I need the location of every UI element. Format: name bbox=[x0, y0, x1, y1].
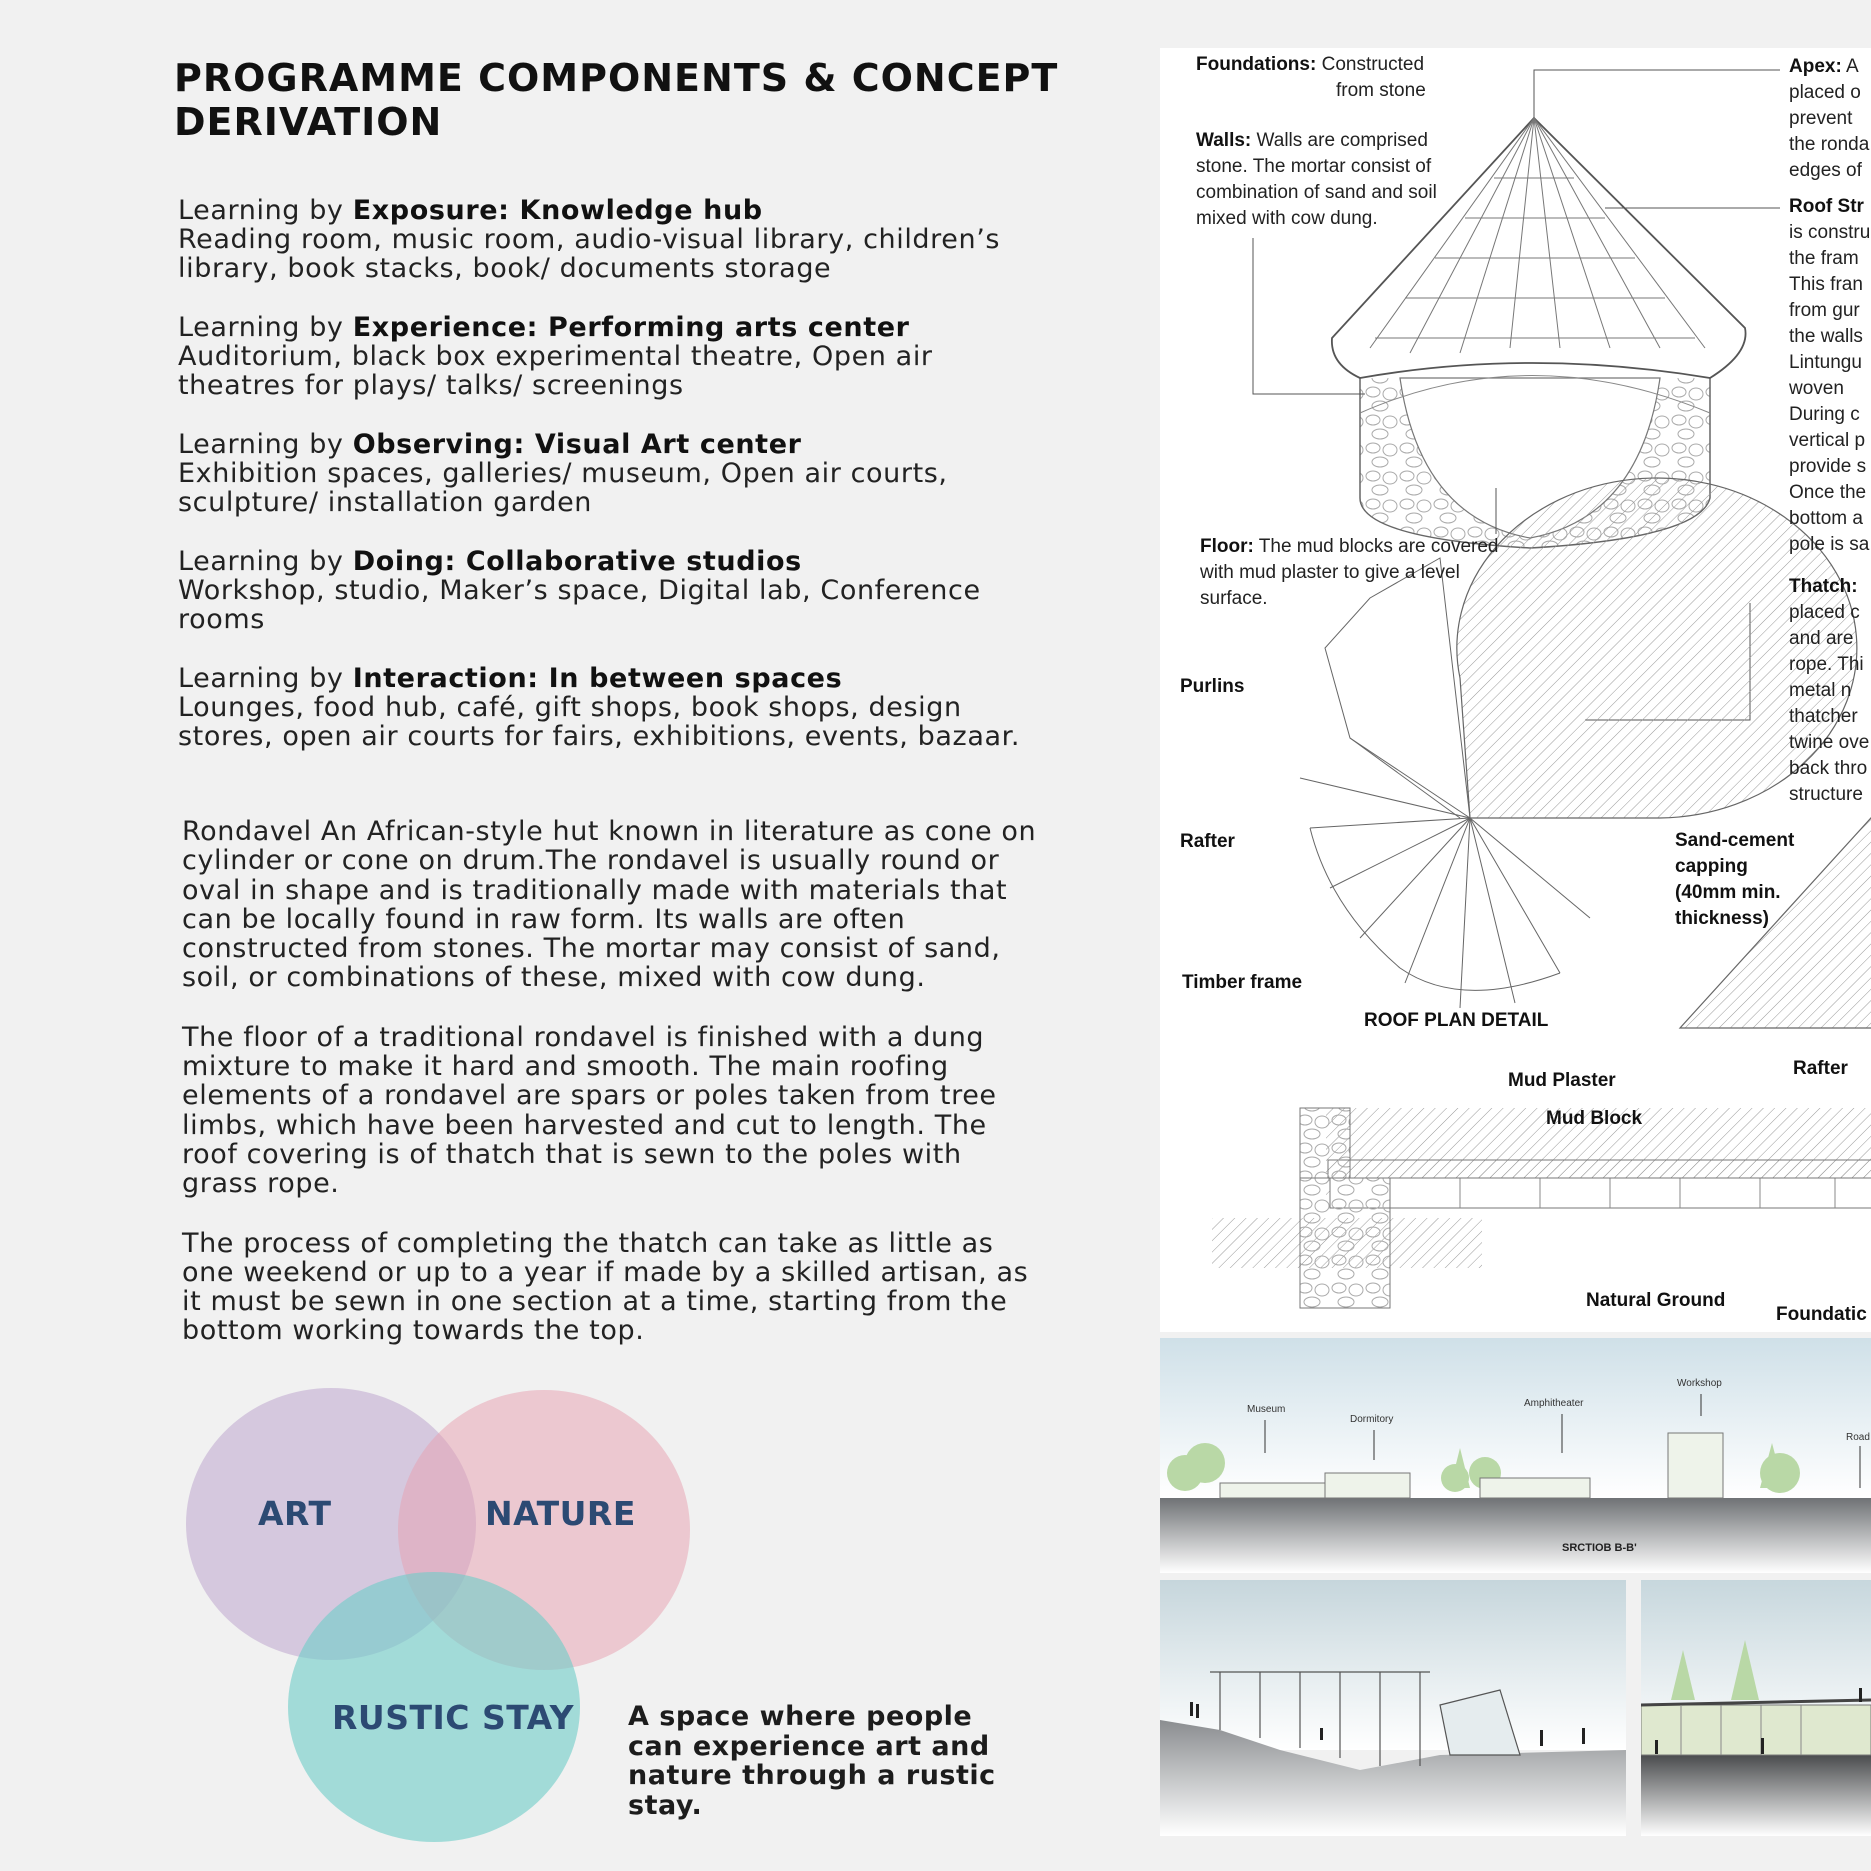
label-mud-plaster: Mud Plaster bbox=[1508, 1070, 1616, 1091]
venn-label-art: ART bbox=[258, 1494, 332, 1533]
roof-structure-line: the walls bbox=[1789, 326, 1863, 347]
walls-note-line-4: mixed with cow dung. bbox=[1196, 208, 1378, 229]
roof-structure-line: provide s bbox=[1789, 456, 1867, 477]
page-title-line-1: PROGRAMME COMPONENTS & CONCEPT bbox=[174, 56, 1059, 100]
amphitheater-section-view bbox=[1160, 1580, 1626, 1836]
paragraph-thatch: The process of completing the thatch can take as little as one weekend or up to a year if made by a skilled artisan, as it must be sewn in one section at a time, starting from the bottom working towards the top. bbox=[182, 1227, 1029, 1347]
floor-note-line-2: with mud plaster to give a level bbox=[1200, 562, 1460, 583]
roof-structure-line: woven bbox=[1789, 378, 1844, 399]
label-timber-frame: Timber frame bbox=[1182, 972, 1303, 993]
roof-structure-line: bottom a bbox=[1789, 508, 1863, 529]
programme-item-doing bbox=[178, 547, 1058, 634]
thatch-note-line: structure bbox=[1789, 784, 1863, 805]
thatch-note-line: thatcher bbox=[1789, 706, 1858, 727]
section-caption: SRCTIOB B-B' bbox=[1562, 1542, 1637, 1554]
programme-description: Lounges, food hub, café, gift shops, book shops, design stores, open air courts for fairs, exhibitions, events, bazaar. bbox=[178, 692, 1021, 752]
label-capping-line-3: (40mm min. bbox=[1675, 882, 1781, 903]
floor-note: Floor: The mud blocks are covered bbox=[1200, 536, 1499, 557]
programme-item-experience bbox=[178, 313, 1058, 400]
thatch-note-line: twine ove bbox=[1789, 732, 1870, 753]
apex-note-line: prevent bbox=[1789, 108, 1853, 129]
site-section-b-b bbox=[1160, 1338, 1871, 1573]
section-label-museum: Museum bbox=[1247, 1404, 1286, 1415]
programme-description: Workshop, studio, Maker’s space, Digital lab, Conference rooms bbox=[178, 575, 981, 635]
roof-structure-line: Lintungu bbox=[1789, 352, 1862, 373]
foundations-note: Foundations: Constructed bbox=[1196, 54, 1425, 75]
paragraph-rondavel: Rondavel An African-style hut known in literature as cone on cylinder or cone on drum.The rondavel is usually round or oval in shape and is traditionally made with materials that can be locally found in raw form. Its walls are often constructed from stones. The mortar may consist of sand, soil, or combinations of these, mixed with cow dung. bbox=[182, 816, 1037, 994]
venn-label-nature: NATURE bbox=[485, 1494, 636, 1533]
corridor-section-view bbox=[1641, 1580, 1871, 1836]
section-label-amphitheater: Amphitheater bbox=[1524, 1398, 1584, 1409]
programme-prefix: Learning by bbox=[178, 195, 353, 226]
concept-venn-diagram bbox=[180, 1380, 700, 1850]
programme-prefix: Learning by bbox=[178, 663, 353, 694]
walls-note: Walls: Walls are comprised bbox=[1196, 130, 1428, 151]
roof-structure-line: from gur bbox=[1789, 300, 1860, 321]
programme-description: Exhibition spaces, galleries/ museum, Open air courts, sculpture/ installation garden bbox=[178, 458, 948, 518]
section-label-workshop: Workshop bbox=[1677, 1378, 1722, 1389]
programme-heading: Interaction: In between spaces bbox=[352, 663, 843, 694]
apex-note-line: the ronda bbox=[1789, 134, 1870, 155]
programme-prefix: Learning by bbox=[178, 546, 353, 577]
programme-heading: Observing: Visual Art center bbox=[352, 429, 802, 460]
roof-structure-line: Once the bbox=[1789, 482, 1867, 503]
section-label-road: Road bbox=[1846, 1432, 1870, 1443]
apex-note-line: edges of bbox=[1789, 160, 1862, 181]
concept-tagline: A space where people can experience art and nature through a rustic stay. bbox=[628, 1701, 996, 1821]
programme-list bbox=[178, 196, 1058, 781]
page-title bbox=[174, 56, 1074, 144]
construction-drawing bbox=[1160, 48, 1871, 1332]
roof-structure-line: This fran bbox=[1789, 274, 1863, 295]
apex-note-line: placed o bbox=[1789, 82, 1861, 103]
label-natural-ground: Natural Ground bbox=[1586, 1290, 1726, 1311]
programme-description: Reading room, music room, audio-visual library, children’s library, book stacks, book/ documents storage bbox=[178, 224, 1001, 284]
programme-heading: Doing: Collaborative studios bbox=[352, 546, 802, 577]
page-title-line-2: DERIVATION bbox=[174, 100, 443, 144]
roof-structure-line: pole is sa bbox=[1789, 534, 1870, 555]
thatch-note-line: back thro bbox=[1789, 758, 1868, 779]
programme-prefix: Learning by bbox=[178, 312, 353, 343]
programme-description: Auditorium, black box experimental theatre, Open air theatres for plays/ talks/ screenings bbox=[178, 341, 933, 401]
label-mud-block: Mud Block bbox=[1546, 1108, 1643, 1129]
label-rafter-2: Rafter bbox=[1793, 1058, 1848, 1079]
roof-structure-line: During c bbox=[1789, 404, 1860, 425]
programme-item-exposure bbox=[178, 196, 1058, 283]
programme-item-observing bbox=[178, 430, 1058, 517]
label-purlins: Purlins bbox=[1180, 676, 1245, 697]
label-capping-line-2: capping bbox=[1675, 856, 1748, 877]
programme-item-interaction bbox=[178, 664, 1058, 751]
roof-structure-line: is constru bbox=[1789, 222, 1871, 243]
roof-structure-line: the fram bbox=[1789, 248, 1859, 269]
rondavel-description bbox=[182, 817, 1042, 1376]
thatch-note-line: and are bbox=[1789, 628, 1854, 649]
roof-structure-line: vertical p bbox=[1789, 430, 1866, 451]
thatch-note-line: metal n bbox=[1789, 680, 1852, 701]
programme-prefix: Learning by bbox=[178, 429, 353, 460]
walls-note-line-3: combination of sand and soil bbox=[1196, 182, 1437, 203]
label-capping-line-4: thickness) bbox=[1675, 908, 1769, 929]
foundations-note-line-2: from stone bbox=[1336, 80, 1426, 101]
programme-heading: Exposure: Knowledge hub bbox=[352, 195, 763, 226]
section-label-dormitory: Dormitory bbox=[1350, 1414, 1394, 1425]
walls-note-line-2: stone. The mortar consist of bbox=[1196, 156, 1432, 177]
label-roof-plan-detail: ROOF PLAN DETAIL bbox=[1364, 1010, 1549, 1031]
thatch-note: Thatch: bbox=[1789, 576, 1858, 597]
venn-label-rustic-stay: RUSTIC STAY bbox=[332, 1698, 574, 1737]
paragraph-floor: The floor of a traditional rondavel is finished with a dung mixture to make it hard and smooth. The main roofing elements of a rondavel are spars or poles taken from tree limbs, which have been harvested and cut to length. The roof covering is of thatch that is sewn to the poles with grass rope. bbox=[182, 1021, 997, 1200]
label-foundation: Foundatic bbox=[1776, 1304, 1867, 1325]
thatch-note-line: placed c bbox=[1789, 602, 1860, 623]
floor-note-line-3: surface. bbox=[1200, 588, 1268, 609]
label-capping-line-1: Sand-cement bbox=[1675, 830, 1795, 851]
rondavel-construction-detail bbox=[1160, 48, 1871, 1332]
thatch-note-line: rope. Thi bbox=[1789, 654, 1864, 675]
label-rafter: Rafter bbox=[1180, 831, 1235, 852]
roof-structure-note: Roof Str bbox=[1789, 196, 1864, 217]
apex-note: Apex: A bbox=[1789, 56, 1859, 77]
programme-heading: Experience: Performing arts center bbox=[352, 312, 910, 343]
